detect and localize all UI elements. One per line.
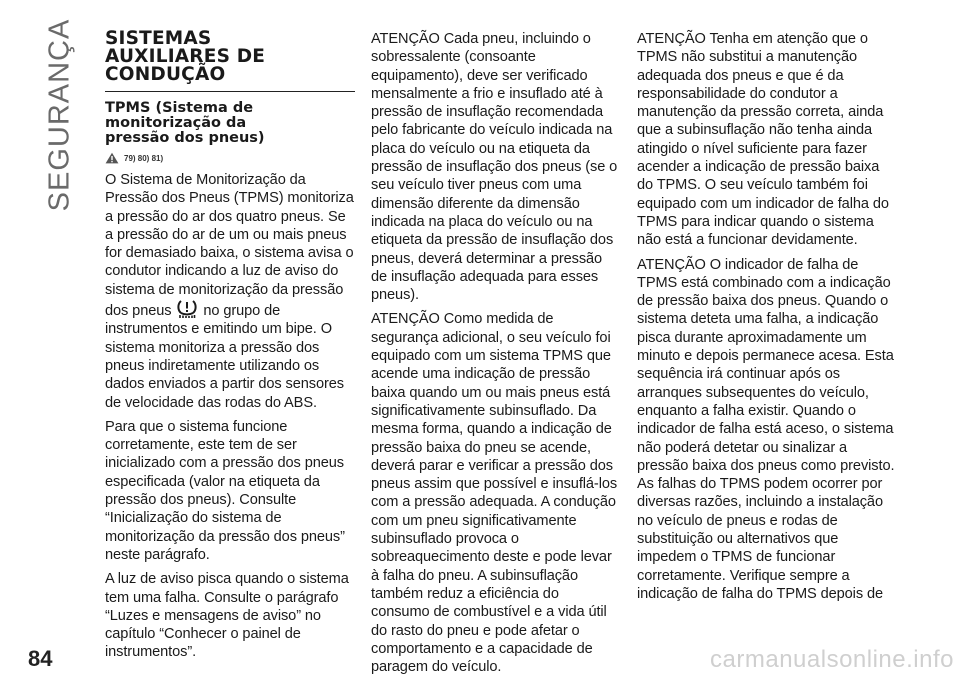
subsection-title: [105, 101, 355, 146]
subsection-title-line-1: TPMS (Sistema de: [105, 100, 254, 116]
column-1: [105, 30, 355, 668]
paragraph-attention-maintenance: ATENÇÃO Tenha em atenção que o TPMS não substitui a manutenção adequada dos pneus e que é da responsabilidade do condutor a manutenção da pressão correta, ainda que a subinsuflação não tenha ainda atingido o nível suficiente para fazer acender a indicação de pressão baixa do TPMS. O seu veículo também foi equipado com um indicador de falha do TPMS para indicar quando o sistema não está a funcionar devidamente.: [637, 31, 889, 249]
warning-triangle-icon: [105, 152, 119, 164]
subsection-title-line-2: monitorização da: [105, 115, 247, 131]
paragraph-warning-light: A luz de aviso pisca quando o sistema tem uma falha. Consulte o parágrafo “Luzes e mensagens de aviso” no capítulo “Conhecer o painel de instrumentos”.: [105, 571, 349, 661]
paragraph-initialization: Para que o sistema funcione corretamente, este tem de ser inicializado com a pressão dos pneus especificada (valor na etiqueta da pressão dos pneus). Consulte “Inicialização do sistema de monitorização da pressão dos pneus” neste parágrafo.: [105, 418, 345, 563]
column-3: [637, 30, 899, 609]
column-2: [371, 30, 621, 682]
tpms-warning-light-icon: [176, 299, 198, 319]
subsection-title-line-3: pressão dos pneus): [105, 130, 265, 146]
section-title-line-1: SISTEMAS: [105, 28, 212, 49]
paragraph-tpms-intro-part-2: no grupo de instrumentos e emitindo um bipe. O sistema monitoriza a pressão dos pneus indiretamente utilizando os dados enviados a partir dos sensores de velocidade das rodas do ABS.: [105, 303, 344, 411]
paragraph-attention-fault-indicator: ATENÇÃO O indicador de falha de TPMS está combinado com a indicação de pressão baixa dos pneus. Quando o sistema deteta uma falha, a indicação pisca durante aproximadamente um minuto e depois permanece acesa. Esta sequência irá continuar após os arranques subsequentes do veículo, enquanto a falha existir. Quando o indicador de falha está aceso, o sistema não poderá detetar ou sinalizar a pressão baixa dos pneus como previsto. As falhas do TPMS podem ocorrer por diversas razões, incluindo a instalação no veículo de pneus e rodas de substituição ou alternativos que impedem o TPMS de funcionar corretamente. Verifique sempre a indicação de falha do TPMS depois de: [637, 256, 895, 602]
watermark: carmanualsonline.info: [710, 646, 954, 673]
paragraph-tpms-intro: [105, 171, 355, 412]
title-divider: [105, 91, 355, 92]
chapter-label-text: SEGURANÇA: [43, 18, 76, 212]
chapter-side-label: [30, 18, 90, 212]
paragraph-tpms-intro-part-1: O Sistema de Monitorização da Pressão dos Pneus (TPMS) monitoriza a pressão do ar dos quatro pneus. Se a pressão do ar de um ou mais pneus for demasiado baixa, o sistema avisa o condutor indicando a luz de aviso do sistema de monitorização da pressão dos pneus: [105, 172, 354, 320]
warning-references: [105, 152, 355, 164]
reference-numbers: 79) 80) 81): [124, 153, 164, 163]
paragraph-attention-monthly-check: ATENÇÃO Cada pneu, incluindo o sobressalente (consoante equipamento), deve ser verificado mensalmente a frio e insuflado até à pressão de insuflação recomendada pelo fabricante do veículo indicada na placa do veículo ou na etiqueta da pressão de insuflação dos pneus (se o seu veículo tiver pneus com uma dimensão diferente da dimensão indicada na placa do veículo ou na etiqueta da pressão de insuflação dos pneus, deverá determinar a pressão de insuflação adequada para esses pneus).: [371, 31, 618, 304]
section-title: [105, 30, 355, 84]
section-title-line-2: AUXILIARES DE: [105, 46, 266, 67]
page-number: 84: [28, 646, 53, 671]
section-title-line-3: CONDUÇÃO: [105, 64, 226, 85]
paragraph-attention-safety: ATENÇÃO Como medida de segurança adicional, o seu veículo foi equipado com um sistema TPMS que acende uma indicação de pressão baixa quando um ou mais pneus está significativamente subinsuflado. Da mesma forma, quando a indicação de pressão baixa do pneu se acende, deverá parar e verificar a pressão dos pneus assim que possível e insuflá-los com a pressão adequada. A condução com um pneu significativamente subinsuflado provoca o sobreaquecimento deste e pode levar à falha do pneu. A subinsuflação também reduz a eficiência do consumo de combustível e a vida útil do rasto do pneu e pode afetar o comportamento e a capacidade de paragem do veículo.: [371, 311, 618, 676]
